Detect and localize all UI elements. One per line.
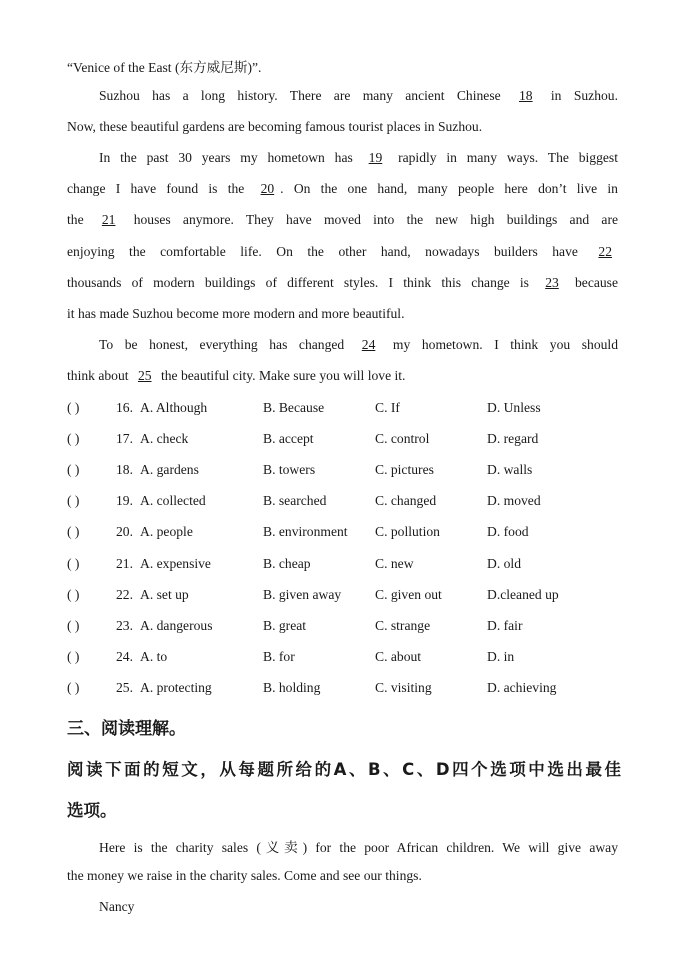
passage-line: the 21 houses anymore. They have moved into the new high buildings and are [67,212,619,227]
passage-line: think about 25 the beautiful city. Make sure you will love it. [67,368,406,383]
option-a: A. check [140,431,189,446]
question-number: 18. [116,462,133,477]
option-a: A. protecting [140,680,212,695]
question-number: 25. [116,680,133,695]
section-title: 三、阅读理解。 [67,719,186,739]
option-a: A. Although [140,400,208,415]
option-d: D. Unless [487,400,541,415]
answer-parentheses: ( ) [67,431,80,446]
question-row [67,431,627,451]
option-a: A. collected [140,493,206,508]
passage-line: Now, these beautiful gardens are becoming famous tourist places in Suzhou. [67,119,483,134]
blank-19: 19 [368,150,383,165]
option-d: D. regard [487,431,539,446]
blank-22: 22 [598,244,612,259]
option-c: C. about [375,649,422,664]
option-b: B. given away [263,587,342,602]
option-d: D. in [487,649,515,664]
question-number: 17. [116,431,133,446]
blank-25: 25 [137,368,152,383]
option-a: A. gardens [140,462,199,477]
reading-signature: Nancy [99,899,135,914]
option-d: D. fair [487,618,523,633]
question-row [67,680,627,700]
option-a: A. set up [140,587,189,602]
question-row [67,462,627,482]
question-row [67,649,627,669]
option-c: C. new [375,556,414,571]
passage-line: change I have found is the 20 . On the one hand, many people here don’t live in [67,181,618,196]
question-number: 24. [116,649,133,664]
passage-line: “Venice of the East (东方威尼斯)”. [67,60,262,75]
option-b: B. towers [263,462,316,477]
passage-line: To be honest, everything has changed 24 my hometown. I think you should [99,337,618,352]
option-a: A. expensive [140,556,211,571]
question-number: 16. [116,400,133,415]
option-d: D. walls [487,462,533,477]
answer-parentheses: ( ) [67,680,80,695]
option-b: B. for [263,649,295,664]
answer-parentheses: ( ) [67,587,80,602]
option-c: C. strange [375,618,431,633]
option-c: C. pictures [375,462,434,477]
option-b: B. holding [263,680,321,695]
blank-23: 23 [545,275,559,290]
option-c: C. pollution [375,524,440,539]
answer-parentheses: ( ) [67,400,80,415]
passage-line: In the past 30 years my hometown has 19 rapidly in many ways. The biggest [99,150,618,165]
question-number: 23. [116,618,133,633]
option-c: C. visiting [375,680,432,695]
option-c: C. given out [375,587,442,602]
option-a: A. people [140,524,193,539]
passage-line: Suzhou has a long history. There are many ancient Chinese 18 in Suzhou. [99,88,618,103]
option-b: B. Because [263,400,325,415]
option-d: D.cleaned up [487,587,559,602]
question-row [67,618,627,638]
option-b: B. great [263,618,307,633]
blank-18: 18 [518,88,533,103]
option-a: A. dangerous [140,618,213,633]
question-row [67,556,627,576]
question-row [67,587,627,607]
option-b: B. searched [263,493,327,508]
option-b: B. cheap [263,556,311,571]
question-number: 21. [116,556,133,571]
passage-line: enjoying the comfortable life. On the other hand, nowadays builders have 22 [67,244,618,260]
option-d: D. old [487,556,521,571]
question-row [67,400,627,420]
option-d: D. moved [487,493,541,508]
option-b: B. environment [263,524,348,539]
answer-parentheses: ( ) [67,618,80,633]
question-number: 19. [116,493,133,508]
answer-parentheses: ( ) [67,493,80,508]
question-row [67,493,627,513]
option-d: D. food [487,524,529,539]
reading-line: the money we raise in the charity sales. Come and see our things. [67,868,422,883]
section-instruction: 阅读下面的短文，从每题所给的A、B、C、D四个选项中选出最佳 [67,760,621,779]
question-row [67,524,627,544]
option-c: C. control [375,431,430,446]
answer-parentheses: ( ) [67,556,80,571]
option-c: C. changed [375,493,437,508]
answer-parentheses: ( ) [67,524,80,539]
blank-24: 24 [361,337,376,352]
question-number: 22. [116,587,133,602]
option-d: D. achieving [487,680,557,695]
question-number: 20. [116,524,133,539]
reading-line: Here is the charity sales (义卖) for the poor African children. We will give away [99,840,618,855]
passage-line: it has made Suzhou become more modern and more beautiful. [67,306,405,321]
option-c: C. If [375,400,400,415]
answer-parentheses: ( ) [67,649,80,664]
answer-parentheses: ( ) [67,462,80,477]
option-b: B. accept [263,431,314,446]
passage-line: thousands of modern buildings of different styles. I think this change is 23 because [67,275,619,290]
option-a: A. to [140,649,168,664]
blank-21: 21 [101,212,116,227]
section-instruction: 选项。 [67,801,117,820]
blank-20: 20 [260,181,275,196]
